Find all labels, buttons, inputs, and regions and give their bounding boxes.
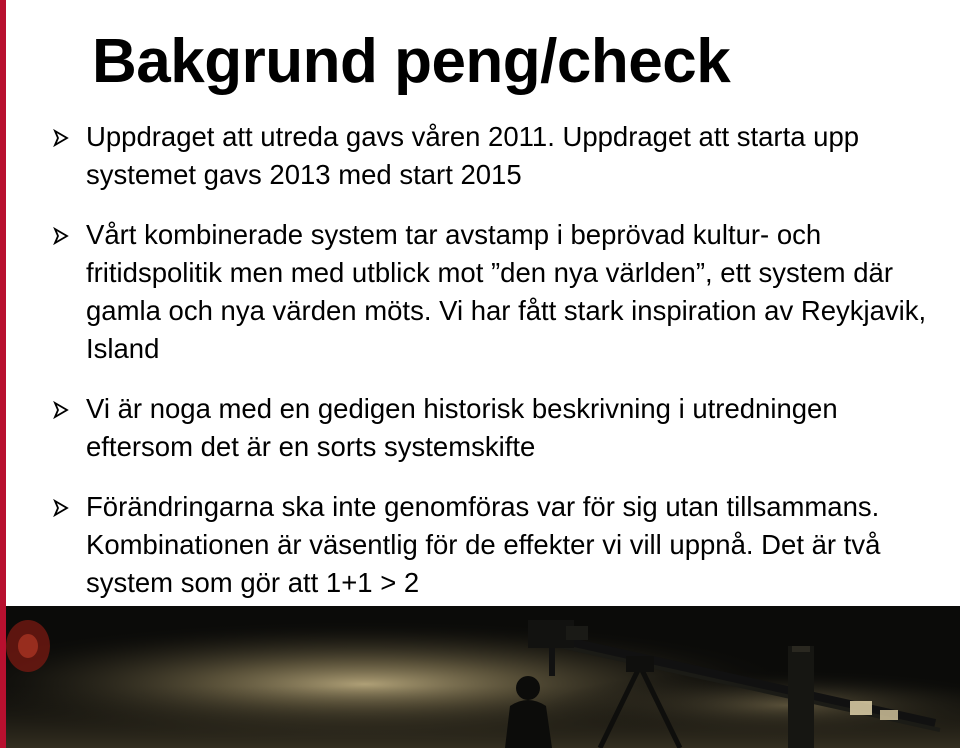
arrow-bullet-icon	[52, 227, 70, 245]
arrow-bullet-icon	[52, 499, 70, 517]
bullet-item	[52, 488, 932, 602]
bullet-list	[52, 118, 932, 602]
film-set-photo	[0, 606, 960, 748]
bullet-text: Uppdraget att utreda gavs våren 2011. Uppdraget att starta upp systemet gavs 2013 med start 2015	[86, 121, 860, 190]
bullet-text: Förändringarna ska inte genomföras var för sig utan tillsammans. Kombinationen är väsentlig för de effekter vi vill uppnå. Det är två system som gör att 1+1 > 2	[86, 491, 881, 598]
accent-bar	[0, 0, 6, 748]
bullet-text: Vårt kombinerade system tar avstamp i beprövad kultur- och fritidspolitik men med utblick mot ”den nya världen”, ett system där gamla och nya värden möts. Vi har fått stark inspiration av Reykjavik, Island	[86, 219, 927, 364]
bullet-item	[52, 216, 932, 368]
bullet-item	[52, 390, 932, 466]
bullet-item	[52, 118, 932, 194]
slide-title: Bakgrund peng/check	[92, 27, 731, 96]
film-set-illustration	[0, 606, 960, 748]
arrow-bullet-icon	[52, 129, 70, 147]
arrow-bullet-icon	[52, 401, 70, 419]
bullet-text: Vi är noga med en gedigen historisk beskrivning i utredningen eftersom det är en sorts systemskifte	[86, 393, 838, 462]
